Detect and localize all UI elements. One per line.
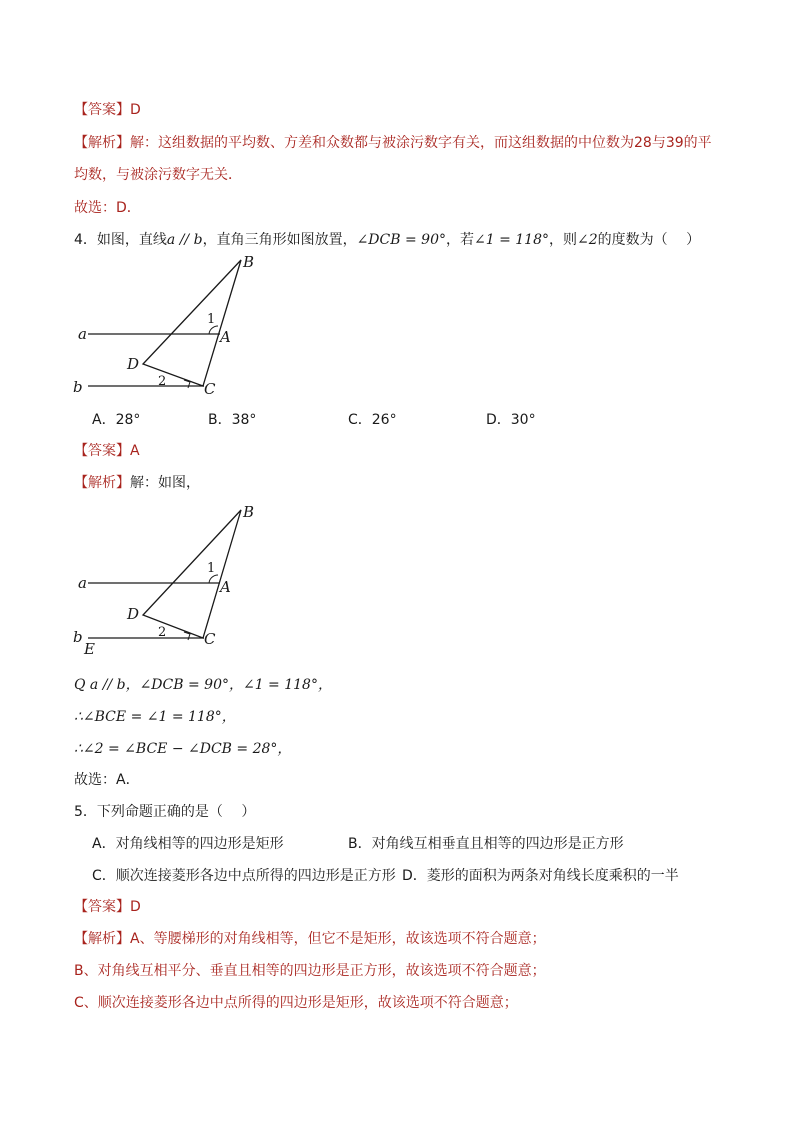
q4-answer-line <box>74 441 140 461</box>
label-1: 1 <box>207 561 216 576</box>
analysis-text: 解：如图， <box>130 475 200 491</box>
label-2: 2 <box>158 625 167 640</box>
triangle-bcd <box>143 260 241 386</box>
answer-tag: 【答案】 <box>74 443 130 459</box>
label-E: E <box>84 640 95 658</box>
median-value-1: 28 <box>634 135 652 151</box>
q4-option-b: B．38° <box>208 412 257 428</box>
q4-step3: ∴∠2 = ∠BCE − ∠DCB = 28°， <box>74 741 292 757</box>
q5-option-d: D．菱形的面积为两条对角线长度乘积的一半 <box>402 868 679 884</box>
label-C: C <box>204 380 216 398</box>
q4-angle-dcb: ∠DCB = 90° <box>356 232 446 248</box>
q4-analysis-intro <box>74 473 200 493</box>
q5-analysis-line3: C、顺次连接菱形各边中点所得的四边形是矩形，故该选项不符合题意； <box>74 995 518 1011</box>
q4-step2: ∴∠BCE = ∠1 = 118°， <box>74 709 236 725</box>
q3-analysis-line1 <box>74 133 712 153</box>
q4-stem-a: 4．如图，直线 <box>74 232 167 248</box>
and-text: 与 <box>651 135 666 151</box>
analysis-tag: 【解析】 <box>74 931 130 947</box>
label-b: b <box>73 378 83 396</box>
analysis-tag: 【解析】 <box>74 475 130 491</box>
q5-analysis-line2: B、对角线互相平分、垂直且相等的四边形是正方形，故该选项不符合题意； <box>74 963 546 979</box>
q5-option-c: C．顺次连接菱形各边中点所得的四边形是正方形 <box>92 868 396 884</box>
q5-stem: 5．下列命题正确的是（ ） <box>74 804 256 820</box>
q5-answer-line <box>74 897 141 917</box>
analysis-text-end: 的平 <box>683 135 712 151</box>
analysis-tag: 【解析】 <box>74 135 130 151</box>
label-A: A <box>220 328 231 346</box>
answer-tag: 【答案】 <box>74 899 130 915</box>
label-B: B <box>243 503 255 521</box>
right-angle-mark <box>184 632 190 640</box>
label-C: C <box>204 630 216 648</box>
answer-tag: 【答案】 <box>74 102 130 118</box>
q4-angle1: ∠1 = 118° <box>473 232 549 248</box>
q5-option-b: B．对角线互相垂直且相等的四边形是正方形 <box>348 836 624 852</box>
q4-stem <box>74 230 700 250</box>
q3-conclusion: 故选：D． <box>74 200 141 216</box>
median-value-2: 39 <box>665 135 684 151</box>
label-a: a <box>78 574 87 592</box>
q5-analysis-line1 <box>74 929 546 949</box>
q4-stem-d: ，则 <box>548 232 577 248</box>
label-b: b <box>73 628 83 646</box>
label-A: A <box>220 578 231 596</box>
q4-parallel: a // b <box>166 232 203 248</box>
label-B: B <box>243 253 255 271</box>
answer-value: D <box>130 102 141 118</box>
q4-step1: Q a // b，∠DCB = 90°，∠1 = 118°， <box>74 677 332 693</box>
analysis-text: 解：这组数据的平均数、方差和众数都与被涂污数字有关，而这组数据的中位数为 <box>130 135 634 151</box>
q4-conclusion: 故选：A． <box>74 772 140 788</box>
angle1-arc <box>209 575 218 583</box>
q4-option-d: D．30° <box>486 412 536 428</box>
label-2: 2 <box>158 374 167 389</box>
q4-angle2: ∠2 <box>576 232 598 248</box>
q4-stem-e: 的度数为（ ） <box>597 232 701 248</box>
analysis-text: A、等腰梯形的对角线相等，但它不是矩形，故该选项不符合题意； <box>130 931 546 947</box>
label-D: D <box>127 605 140 623</box>
right-angle-mark <box>184 380 190 388</box>
label-a: a <box>78 325 87 343</box>
label-D: D <box>127 355 140 373</box>
triangle-bcd <box>143 510 241 638</box>
q4-analysis-figure <box>70 500 270 660</box>
q5-option-a: A．对角线相等的四边形是矩形 <box>92 836 284 852</box>
q4-stem-c: ，若 <box>445 232 474 248</box>
q4-option-c: C．26° <box>348 412 397 428</box>
q3-answer-line <box>74 100 141 120</box>
answer-value: D <box>130 899 141 915</box>
q4-figure <box>70 250 270 400</box>
answer-value: A <box>130 443 140 459</box>
q4-stem-b: ，直角三角形如图放置， <box>202 232 357 248</box>
q3-analysis-line2: 均数，与被涂污数字无关． <box>74 167 242 183</box>
q4-option-a: A．28° <box>92 412 141 428</box>
label-1: 1 <box>207 312 216 327</box>
angle1-arc <box>209 326 218 334</box>
